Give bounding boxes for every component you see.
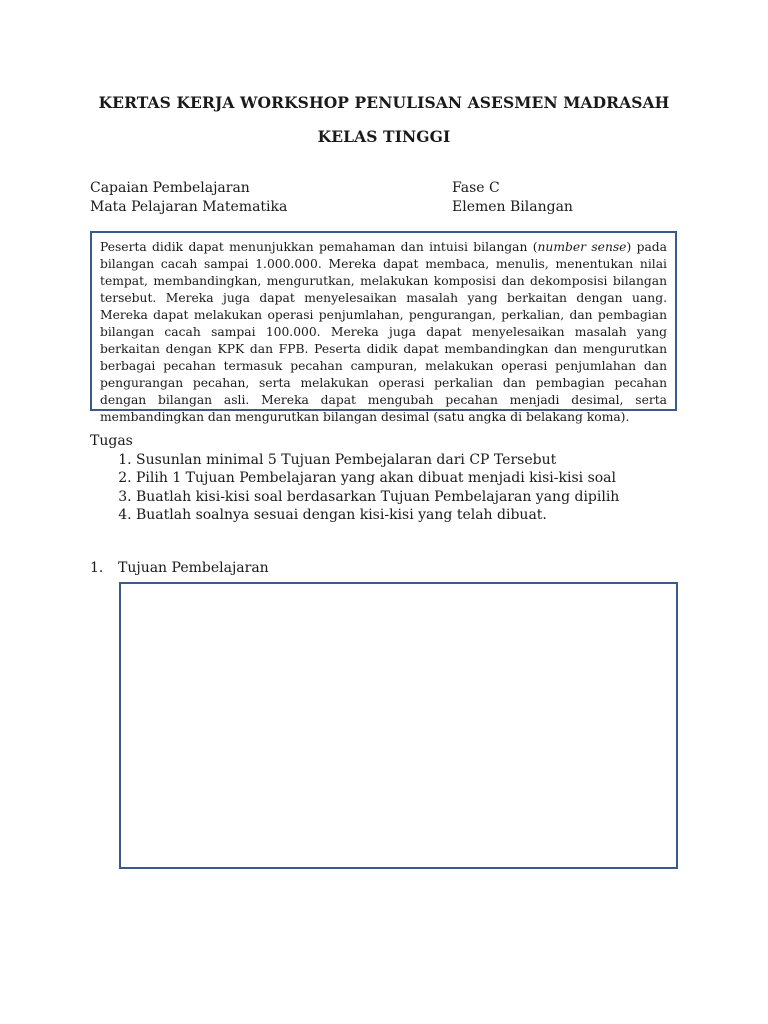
cp-text-part2: ) pada bilangan cacah sampai 1.000.000. Mereka dapat membaca, menulis, menentukan nilai tempat, membandingkan, mengurutkan, melakukan komposisi dan dekomposisi bilangan tersebut. Mereka juga dapat menyelesaikan masalah yang berkaitan dengan uang. Mereka dapat melakukan operasi penjumlahan, pengurangan, perkalian, dan pembagian bilangan cacah sampai 100.000. Mereka juga dapat menyelesaikan masalah yang berkaitan dengan KPK dan FPB. Peserta didik dapat membandingkan dan mengurutkan berbagai pecahan termasuk pecahan campuran, melakukan operasi penjumlahan dan pengurangan pecahan, serta melakukan operasi perkalian dan pembagian pecahan dengan bilangan asli. Mereka dapat mengubah pecahan menjadi desimal, serta membandingkan dan mengurutkan bilangan desimal (satu angka di belakang koma).: [100, 240, 667, 425]
tugas-list: [90, 451, 619, 525]
section-number: 1.: [90, 560, 104, 576]
elemen-label: Elemen Bilangan: [452, 199, 573, 215]
document-subtitle: KELAS TINGGI: [317, 127, 451, 146]
cp-text: [100, 239, 667, 427]
document-title: KERTAS KERJA WORKSHOP PENULISAN ASESMEN MADRASAH: [98, 93, 670, 112]
section-label: Tujuan Pembelajaran: [118, 560, 269, 576]
tujuan-pembelajaran-answer-box[interactable]: [119, 582, 678, 869]
tugas-section: [90, 432, 619, 525]
tugas-item: 1. Susunlan minimal 5 Tujuan Pembejalaran dari CP Tersebut: [136, 451, 619, 470]
meta-right: [452, 179, 573, 217]
cp-text-italic: number sense: [537, 240, 627, 254]
cp-text-part1: Peserta didik dapat menunjukkan pemahaman dan intuisi bilangan (: [100, 240, 538, 254]
tugas-item: 2. Pilih 1 Tujuan Pembelajaran yang akan dibuat menjadi kisi-kisi soal: [136, 469, 619, 488]
meta-left: [90, 179, 287, 217]
capaian-pembelajaran-box: [90, 231, 677, 425]
section-tujuan-pembelajaran: [90, 559, 269, 577]
tugas-item: 4. Buatlah soalnya sesuai dengan kisi-kisi yang telah dibuat.: [136, 506, 619, 525]
tugas-heading: Tugas: [90, 433, 133, 449]
tugas-item: 3. Buatlah kisi-kisi soal berdasarkan Tujuan Pembelajaran yang dipilih: [136, 488, 619, 507]
mapel-label: Mata Pelajaran Matematika: [90, 199, 288, 215]
capaian-label: Capaian Pembelajaran: [90, 180, 250, 196]
fase-label: Fase C: [452, 180, 500, 196]
